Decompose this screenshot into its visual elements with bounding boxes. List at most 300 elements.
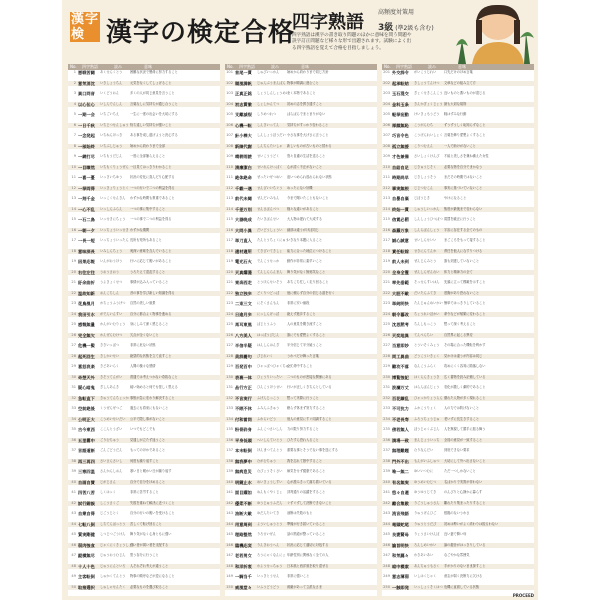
- idiom-reading: むがむちゅう: [257, 458, 277, 463]
- idiom-reading: いっちょういったん: [100, 238, 129, 242]
- table-row: [68, 238, 220, 243]
- table-row: [68, 480, 220, 485]
- idiom-meaning: もってのほかであること: [130, 448, 166, 452]
- table-row: [68, 144, 220, 149]
- idiom: 自画自賛: [78, 479, 95, 485]
- row-number: 48: [71, 563, 76, 568]
- row-number: 243: [383, 511, 390, 515]
- table-row: [225, 81, 377, 86]
- row-number: 236: [383, 437, 390, 442]
- idiom-reading: りょうさいけんぼ: [414, 532, 440, 536]
- idiom-reading: せんざいいちぐう: [257, 185, 283, 190]
- table-row: [382, 364, 534, 369]
- idiom-reading: さいしょくけんび: [414, 154, 440, 158]
- table-row: [382, 385, 534, 390]
- idiom-reading: いっこくせんきん: [100, 196, 126, 200]
- row-number: 134: [226, 416, 233, 421]
- idiom: 不眠不休: [235, 406, 252, 411]
- idiom: 全身全霊: [392, 269, 409, 275]
- idiom: 波瀾万丈: [392, 385, 409, 390]
- idiom-reading: かんがいむりょう: [100, 322, 126, 326]
- row-number: 102: [226, 80, 233, 85]
- idiom-meaning: 絶望的な状態を立て直すこと: [130, 353, 172, 358]
- idiom: 感慨無量: [78, 322, 95, 327]
- idiom-meaning: 手がかりのないまま探すこと: [444, 563, 486, 568]
- row-number: 204: [383, 101, 390, 106]
- row-number: 104: [226, 101, 233, 106]
- idiom-reading: ごんごどうだん: [100, 448, 123, 452]
- idiom: 花鳥風月: [78, 301, 95, 306]
- row-number: 105: [226, 112, 233, 116]
- row-number: 150: [226, 584, 233, 589]
- row-number: 147: [226, 553, 233, 557]
- idiom-table: [68, 64, 534, 596]
- idiom-meaning: 全員の意見が一致すること: [444, 437, 483, 442]
- row-number: 22: [71, 290, 76, 295]
- row-number: 140: [226, 479, 233, 484]
- row-number: 246: [383, 542, 390, 547]
- idiom-meaning: 態度が最後まで変わらない: [444, 206, 483, 211]
- table-row: [68, 364, 220, 369]
- idiom-meaning: 初めは勢いがよく終わりは振るわない: [444, 521, 499, 526]
- idiom-meaning: 奥深い意味を含んでいること: [130, 248, 172, 253]
- idiom: 無我夢中: [235, 458, 252, 464]
- table-row: [68, 501, 220, 506]
- row-number: 19: [71, 259, 76, 263]
- idiom-reading: いっしょくそくはつ: [414, 584, 443, 589]
- row-number: 108: [226, 143, 233, 148]
- poster-subtitle: 四字熟語: [292, 12, 364, 33]
- idiom: 離合集散: [392, 500, 409, 506]
- row-number: 110: [226, 164, 233, 169]
- table-row: [382, 574, 534, 579]
- row-number: 248: [383, 563, 390, 568]
- row-number: 127: [226, 343, 233, 347]
- idiom-reading: いっちょういっせき: [100, 227, 129, 232]
- row-number: 237: [383, 448, 390, 452]
- idiom-reading: びじれいく: [257, 353, 273, 358]
- table-row: [68, 228, 220, 233]
- table-row: [382, 133, 534, 138]
- row-number: 3: [73, 91, 76, 95]
- idiom: 天変地異: [392, 332, 409, 338]
- idiom-reading: しゅびいっかん: [257, 70, 280, 74]
- idiom-reading: ふろうちょうじゅ: [414, 416, 440, 421]
- table-row: [225, 585, 377, 590]
- idiom-reading: じきゅうじそく: [414, 164, 437, 169]
- table-row: [225, 375, 377, 380]
- table-row: [225, 480, 377, 485]
- table-row: [68, 438, 220, 443]
- row-number: 20: [71, 269, 76, 274]
- table-row: [225, 312, 377, 317]
- idiom: 起承転結: [392, 80, 409, 86]
- table-row: [68, 469, 220, 474]
- idiom-reading: ろうにゃくなんにょ: [257, 553, 286, 557]
- header-idiom: 四字熟語: [396, 64, 412, 69]
- grade: 3級: [378, 23, 394, 33]
- row-number: 46: [71, 542, 76, 547]
- idiom: 暗中模索: [392, 563, 409, 569]
- row-number: 145: [226, 532, 233, 536]
- row-number: 238: [383, 458, 390, 463]
- idiom-reading: へいしんていとう: [257, 437, 283, 442]
- idiom: 危機一髪: [78, 343, 95, 348]
- table-row: [382, 322, 534, 327]
- idiom: 明鏡止水: [235, 479, 252, 485]
- idiom-meaning: 良いものと悪いものが混じる: [444, 91, 486, 95]
- row-number: 201: [383, 70, 390, 74]
- table-row: [68, 70, 220, 75]
- idiom: 不老長寿: [392, 416, 409, 422]
- idiom: 単刀直入: [235, 238, 252, 243]
- idiom: 意味深長: [78, 248, 95, 254]
- idiom-meaning: 初めの志を貫き通すこと: [287, 101, 323, 106]
- idiom-meaning: 必要なものを選び取ること: [130, 584, 169, 589]
- table-row: [382, 448, 534, 453]
- table-row: [225, 438, 377, 443]
- row-number: 220: [383, 269, 390, 274]
- idiom: 一長一短: [78, 238, 95, 243]
- row-number: 111: [226, 175, 233, 179]
- table-row: [225, 228, 377, 233]
- row-number: 250: [383, 584, 390, 589]
- idiom-meaning: やけになること: [444, 196, 467, 200]
- idiom: 朝令暮改: [392, 311, 409, 317]
- table-row: [225, 91, 377, 96]
- idiom: 東奔西走: [235, 280, 252, 285]
- idiom-meaning: 心が清く不正がないこと: [287, 164, 323, 169]
- idiom: 一部始終: [78, 143, 95, 149]
- idiom: 日進月歩: [235, 311, 252, 317]
- table-row: [225, 354, 377, 359]
- idiom: 時期尚早: [392, 175, 409, 180]
- table-row: [382, 270, 534, 275]
- table-row: [382, 438, 534, 443]
- table-row: [225, 396, 377, 401]
- idiom-meaning: 苦しくて転げ回ること: [130, 521, 162, 526]
- idiom: 当意即妙: [392, 343, 409, 348]
- row-number: 45: [71, 532, 76, 536]
- idiom: 半信半疑: [235, 343, 252, 348]
- table-row: [382, 490, 534, 495]
- idiom-reading: あくせんくとう: [100, 70, 123, 74]
- idiom: 千差万別: [235, 206, 252, 212]
- table-row: [68, 186, 220, 191]
- idiom: 有名無実: [392, 479, 409, 485]
- row-number: 1: [73, 70, 76, 74]
- idiom-meaning: 始めから終わりまで全部: [130, 143, 166, 148]
- idiom: 温故知新: [78, 290, 95, 296]
- row-number: 39: [71, 469, 76, 473]
- idiom-column: [68, 64, 220, 596]
- idiom-reading: じゅうにんといろ: [100, 563, 126, 568]
- idiom-meaning: 半分信じて半分疑うこと: [287, 343, 323, 347]
- row-number: 240: [383, 479, 390, 484]
- row-number: 249: [383, 574, 390, 578]
- idiom: 言語道断: [78, 448, 95, 453]
- table-row: [68, 564, 220, 569]
- idiom: 前人未到: [392, 259, 409, 264]
- table-row: [68, 343, 220, 348]
- row-number: 109: [226, 154, 233, 158]
- row-number: 216: [383, 227, 390, 232]
- idiom: 美辞麗句: [235, 353, 252, 359]
- idiom-reading: こうめいせいだい: [100, 416, 126, 421]
- table-row: [68, 490, 220, 495]
- table-row: [68, 322, 220, 327]
- idiom-reading: しんしょうひつばつ: [414, 217, 443, 221]
- idiom: 百発百中: [235, 364, 252, 369]
- idiom-meaning: 先頭に立って模範を示すこと: [444, 280, 486, 284]
- idiom: 無病息災: [235, 469, 252, 474]
- idiom-meaning: 話の筋道が整っていること: [287, 532, 326, 536]
- idiom: 異口同音: [78, 91, 95, 96]
- idiom: 森羅万象: [392, 227, 409, 233]
- table-row: [225, 301, 377, 306]
- table-row: [225, 511, 377, 516]
- idiom-reading: めんもくやくじょ: [257, 490, 283, 494]
- table-row: [382, 217, 534, 222]
- woman-with-plants-illustration: [454, 2, 534, 64]
- table-row: [382, 417, 534, 422]
- table-row: [68, 511, 220, 516]
- idiom-reading: りろせいぜん: [257, 532, 277, 536]
- table-row: [382, 564, 534, 569]
- idiom-reading: もんがいふしゅつ: [414, 458, 440, 463]
- table-row: [68, 249, 220, 254]
- idiom: 奇想天外: [78, 374, 95, 380]
- table-row: [225, 322, 377, 327]
- row-number: 137: [226, 448, 233, 452]
- idiom-column: [382, 64, 534, 596]
- idiom: 和洋折衷: [235, 563, 252, 569]
- idiom-meaning: 口先だけのほめ言葉: [444, 70, 473, 74]
- table-row: [225, 553, 377, 558]
- row-number: 136: [226, 437, 233, 442]
- row-number: 4: [73, 101, 76, 106]
- idiom-meaning: 寒い日と暖かい日が繰り返す: [130, 469, 172, 473]
- idiom: 同工異曲: [392, 353, 409, 359]
- idiom-reading: じがじさん: [100, 479, 116, 484]
- header-meaning: 意味: [301, 64, 309, 69]
- table-row: [68, 354, 220, 359]
- idiom: 博覧強記: [392, 374, 409, 380]
- row-number: 34: [71, 416, 76, 421]
- idiom: 一日千秋: [78, 122, 95, 128]
- row-number: 29: [71, 364, 76, 368]
- idiom-reading: てんしんらんまん: [257, 269, 283, 274]
- table-row: [68, 417, 220, 422]
- idiom-meaning: 見通しが立たず迷うこと: [130, 437, 166, 442]
- idiom-reading: いふうどうどう: [257, 584, 280, 589]
- idiom-reading: たいきばんせい: [257, 217, 280, 221]
- idiom: 傍若無人: [392, 427, 409, 432]
- idiom-meaning: 評判通りの活躍をすること: [287, 490, 326, 494]
- idiom: 弱肉強食: [78, 542, 95, 548]
- idiom-column: [225, 64, 377, 596]
- row-number: 229: [383, 364, 390, 368]
- idiom-reading: ふかこうりょく: [414, 406, 437, 410]
- idiom: 一朝一夕: [78, 227, 95, 233]
- idiom-meaning: うろたえて混乱すること: [130, 269, 166, 274]
- table-row: [68, 270, 220, 275]
- header-no: No.: [70, 64, 77, 69]
- idiom-reading: じゅんぷうまんぱん: [257, 80, 286, 85]
- row-number: 126: [226, 332, 233, 337]
- idiom: 悠々自適: [392, 490, 409, 495]
- row-number: 38: [71, 458, 76, 463]
- poster-description: 四字熟語は漢字の書き取り問題のほかに意味を問う問題や誤字訂正問題など様々な形で出題されます。試験によく出る四字熟語を覚えて合格を目指しましょう。: [292, 33, 412, 51]
- idiom-meaning: 名ばかりで実質が伴わない: [444, 479, 483, 484]
- table-row: [68, 459, 220, 464]
- idiom-meaning: 最も大切な規則: [444, 101, 467, 106]
- idiom-reading: だいどうしょうい: [257, 227, 283, 232]
- idiom: 電光石火: [235, 259, 252, 264]
- table-row: [68, 532, 220, 537]
- idiom-reading: ゆうめいむじつ: [414, 479, 437, 484]
- table-row: [225, 165, 377, 170]
- idiom-meaning: 他に頼らず自分の信じる道を行く: [287, 290, 335, 295]
- idiom-meaning: 全く本物であること: [287, 91, 316, 95]
- idiom-meaning: 一つの行いで二つの利益を得る: [130, 185, 175, 190]
- idiom: 天真爛漫: [235, 269, 252, 275]
- idiom-reading: うおうさおう: [100, 269, 120, 274]
- table-row: [382, 102, 534, 107]
- idiom: 用意周到: [235, 521, 252, 527]
- idiom: 二束三文: [235, 301, 252, 306]
- row-number: 141: [226, 490, 233, 494]
- idiom-meaning: 小さな事を大げさに言うこと: [287, 133, 329, 137]
- idiom-reading: しゅかくてんとう: [100, 574, 126, 578]
- row-number: 230: [383, 374, 390, 379]
- idiom-meaning: 攻めにくく容易に陥落しない: [444, 364, 486, 368]
- table-row: [225, 70, 377, 75]
- idiom-meaning: 二つのものが密接な関係にある: [287, 374, 332, 379]
- idiom: 正真正銘: [235, 91, 252, 96]
- idiom-reading: ぜんしんぜんれい: [414, 269, 440, 274]
- table-row: [225, 112, 377, 117]
- idiom: 一触即発: [392, 584, 409, 590]
- idiom-meaning: 過去にも将来にもないこと: [130, 406, 169, 410]
- idiom: 威風堂々: [235, 584, 252, 590]
- idiom-meaning: 見かけは違うが内容は同じ: [444, 353, 483, 358]
- idiom-reading: りゅうげんひご: [414, 511, 437, 515]
- row-number: 211: [383, 175, 390, 179]
- row-number: 116: [226, 227, 233, 232]
- idiom-reading: いちねんほっき: [100, 133, 123, 137]
- logo-char: 検: [71, 27, 85, 42]
- table-row: [382, 81, 534, 86]
- table-row: [382, 501, 534, 506]
- idiom-reading: てきざいてきしょ: [257, 248, 283, 253]
- row-number: 215: [383, 217, 390, 221]
- table-row: [225, 186, 377, 191]
- table-row: [68, 196, 220, 201]
- idiom-meaning: あちこち忙しく走り回ること: [287, 280, 329, 284]
- idiom-reading: ほんまつてんとう: [257, 448, 283, 452]
- table-row: [68, 291, 220, 296]
- row-number: 16: [71, 227, 76, 232]
- idiom-meaning: 困難な状況で懸命に努力すること: [130, 70, 178, 74]
- header-reading: 読み: [428, 64, 436, 69]
- row-number: 28: [71, 353, 76, 358]
- idiom: 絶体絶命: [235, 175, 252, 180]
- row-number: 123: [226, 301, 233, 305]
- idiom-reading: にそくさんもん: [257, 301, 280, 305]
- idiom-meaning: 長所も短所もあること: [130, 238, 162, 242]
- idiom-reading: ちんしもっこう: [414, 322, 437, 326]
- table-row: [68, 574, 220, 579]
- idiom-meaning: 事情が込み入っていること: [130, 280, 169, 284]
- row-number: 146: [226, 542, 233, 547]
- idiom-meaning: 始めから終わりまで同じ方針: [287, 70, 329, 74]
- idiom: 一挙両得: [78, 185, 95, 191]
- idiom-meaning: 賞罰を厳正に行うこと: [444, 217, 476, 221]
- idiom: 不可抗力: [392, 406, 409, 411]
- idiom: 満場一致: [392, 437, 409, 443]
- idiom-reading: いっしんふらん: [100, 206, 123, 211]
- idiom-meaning: 老いずに長生きすること: [444, 416, 480, 421]
- idiom-reading: たんとうちょくにゅう: [257, 238, 289, 242]
- idiom-reading: ぜんじんみとう: [414, 259, 437, 263]
- idiom-reading: ふわらいどう: [257, 416, 277, 421]
- table-row: [382, 343, 534, 348]
- table-row: [382, 522, 534, 527]
- row-number: 214: [383, 206, 390, 211]
- idiom-meaning: 心が澄みきって落ち着いている: [287, 479, 332, 484]
- idiom: 無理難題: [392, 448, 409, 453]
- idiom-reading: しりめつれつ: [257, 112, 277, 116]
- table-row: [382, 91, 534, 96]
- idiom: 完全無欠: [78, 332, 95, 338]
- idiom-reading: はっぽうびじん: [257, 332, 280, 337]
- idiom: 心機一転: [235, 122, 252, 128]
- grade-label: [378, 20, 434, 33]
- idiom-reading: かちょうふうげつ: [100, 301, 126, 305]
- table-row: [382, 280, 534, 285]
- idiom-meaning: 危機に直面している状態: [444, 584, 480, 589]
- idiom-reading: ふんこつさいしん: [257, 427, 283, 431]
- row-number: 217: [383, 238, 390, 242]
- idiom: 初志貫徹: [235, 101, 252, 107]
- idiom-meaning: いつでもどこでも: [130, 427, 156, 431]
- table-row: [225, 385, 377, 390]
- table-row: [68, 522, 220, 527]
- row-number: 49: [71, 574, 76, 578]
- idiom: 急転直下: [78, 395, 95, 401]
- row-number: 7: [73, 133, 76, 137]
- row-number: 219: [383, 259, 390, 263]
- idiom-reading: けいきょもうどう: [414, 112, 440, 116]
- idiom-meaning: 身にしみて深く感じること: [130, 322, 169, 326]
- idiom: 臨機応変: [235, 542, 252, 548]
- idiom-reading: せきにんてんか: [414, 248, 437, 253]
- idiom-reading: わようせっちゅう: [257, 563, 283, 568]
- idiom-meaning: 疑い始めると何でも怪しく思える: [130, 385, 178, 389]
- idiom-reading: いちじつせんしゅう: [100, 122, 129, 127]
- row-number: 27: [71, 343, 76, 347]
- idiom-reading: いっきょりょうとく: [100, 185, 129, 190]
- table-row: [68, 123, 220, 128]
- idiom-meaning: まだその時期ではないこと: [444, 175, 483, 179]
- table-row: [382, 291, 534, 296]
- row-number: 207: [383, 133, 390, 137]
- poster: [62, 0, 538, 600]
- idiom-reading: しこうさくご: [100, 500, 120, 505]
- row-number: 33: [71, 406, 76, 410]
- idiom-meaning: 大切にして外へ出さないこと: [444, 458, 486, 463]
